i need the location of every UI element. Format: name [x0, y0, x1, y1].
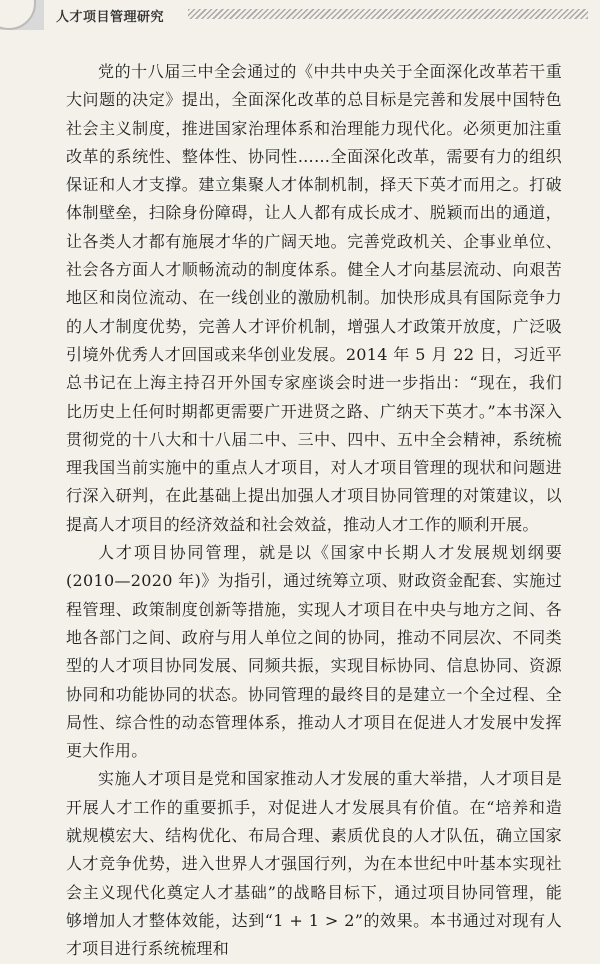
running-header	[0, 0, 600, 30]
header-hatch-rule	[188, 9, 588, 19]
body-paragraph-3: 实施人才项目是党和国家推动人才发展的重大举措，人才项目是开展人才工作的重要抓手，对促进人才发展具有价值。在“培养和造就规模宏大、结构优化、布局合理、素质优良的人才队伍，确立国家人才竞争优势，进入世界人才强国行列，为在本世纪中叶基本实现社会主义现代化奠定人才基础”的战略目标下，通过项目协同管理，能够增加人才整体效能，达到“1 + 1 > 2”的效果。本书通过对现有人才项目进行系统梳理和	[66, 769, 562, 959]
running-header-title: 人才项目管理研究	[56, 10, 165, 25]
body-paragraph-2: 人才项目协同管理，就是以《国家中长期人才发展规划纲要(2010—2020 年)》为指引，通过统筹立项、财政资金配套、实施过程管理、政策制度创新等措施，实现人才项目在中央与地方之间、各地各部门之间、政府与用人单位之间的协同，推动不同层次、不同类型的人才项目协同发展、同频共振，实现目标协同、信息协同、资源协同和功能协同的状态。协同管理的最终目的是建立一个全过程、全局性、综合性的动态管理体系，推动人才项目在促进人才发展中发挥更大作用。	[66, 543, 562, 761]
body-paragraph-1: 党的十八届三中全会通过的《中共中央关于全面深化改革若干重大问题的决定》提出，全面深化改革的总目标是完善和发展中国特色社会主义制度，推进国家治理体系和治理能力现代化。必须更加注重改革的系统性、整体性、协同性……全面深化改革，需要有力的组织保证和人才支撑。建立集聚人才体制机制，择天下英才而用之。打破体制壁垒，扫除身份障碍，让人人都有成长成才、脱颖而出的通道，让各类人才都有施展才华的广阔天地。完善党政机关、企事业单位、社会各方面人才顺畅流动的制度体系。健全人才向基层流动、向艰苦地区和岗位流动、在一线创业的激励机制。加快形成具有国际竞争力的人才制度优势，完善人才评价机制，增强人才政策开放度，广泛吸引境外优秀人才回国或来华创业发展。2014 年 5 月 22 日，习近平总书记在上海主持召开外国专家座谈会时进一步指出：“现在，我们比历史上任何时期都更需要广开进贤之路、广纳天下英才。”本书深入贯彻党的十八大和十八届二中、三中、四中、五中全会精神，系统梳理我国当前实施中的重点人才项目，对人才项目管理的现状和问题进行深入研判，在此基础上提出加强人才项目协同管理的对策建议，以提高人才项目的经济效益和社会效益，推动人才工作的顺利开展。	[66, 62, 562, 534]
page-body	[66, 58, 562, 964]
